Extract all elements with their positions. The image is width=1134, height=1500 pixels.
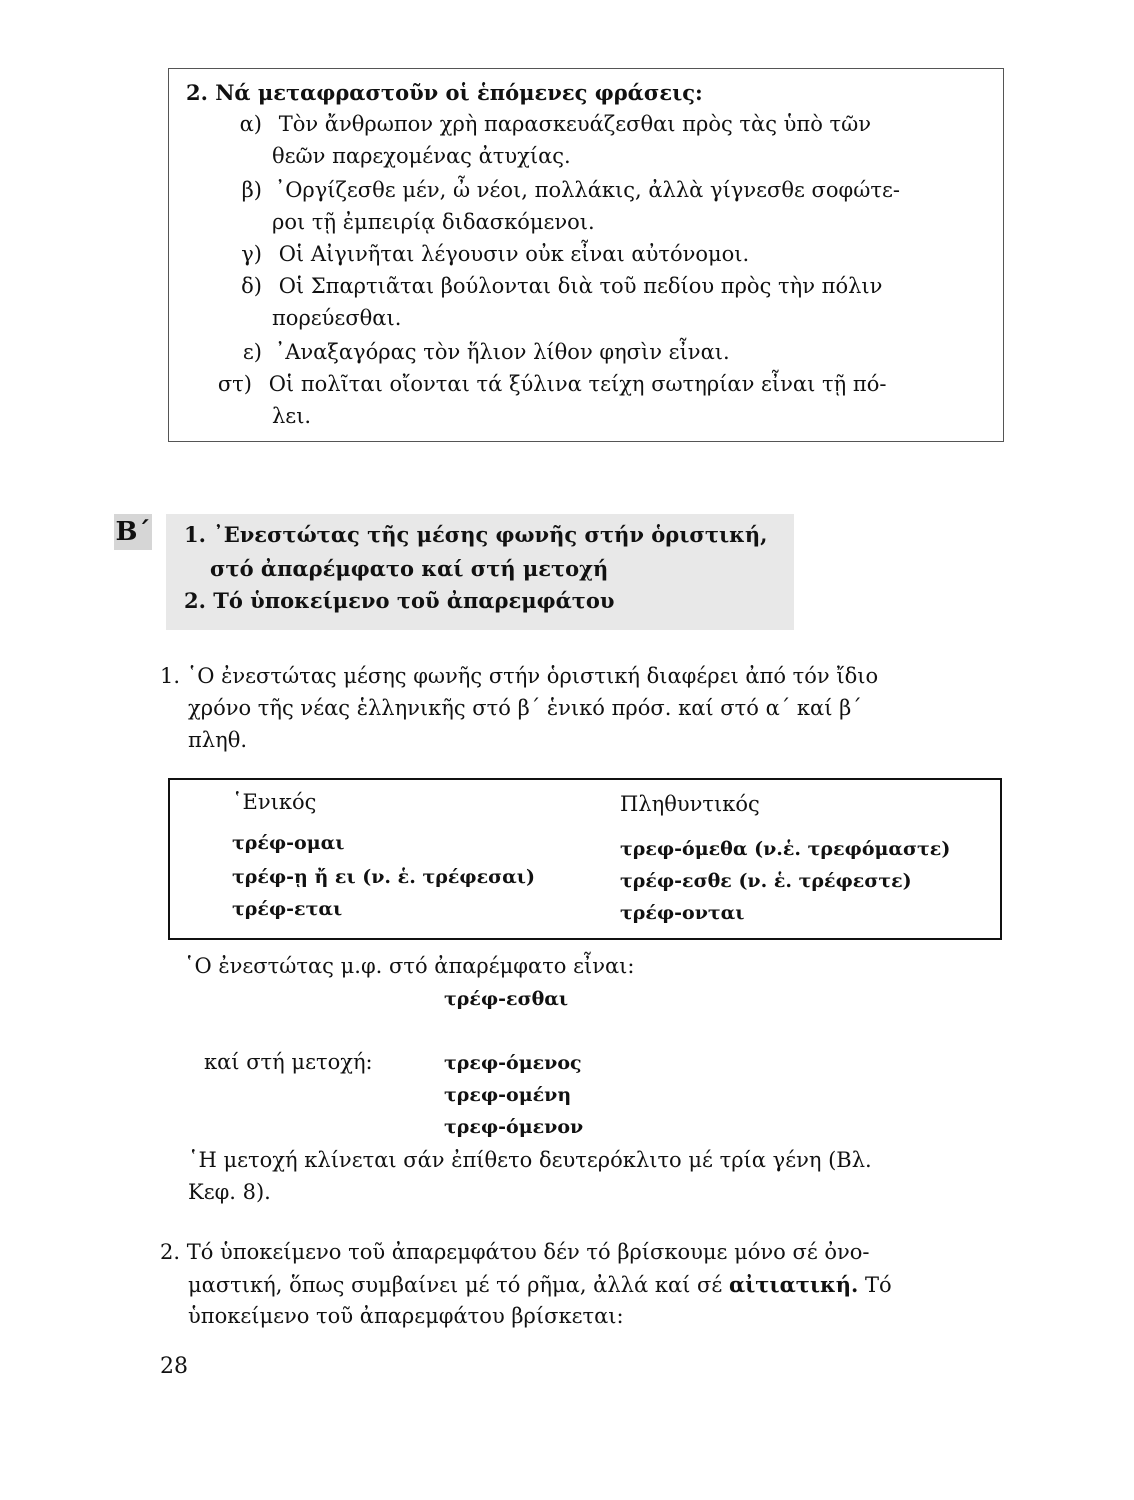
singular-header: ῾Ενικός xyxy=(232,790,317,814)
participle-label: καί στή μετοχή: xyxy=(204,1050,373,1074)
para2-line-1: 2. Τό ὑποκείμενο τοῦ ἀπαρεμφάτου δέν τό βρίσκουμε μόνο σέ ὀνο- xyxy=(160,1240,870,1264)
keyword-accusative: αἰτιατική. xyxy=(728,1272,859,1297)
participle-note-line-2: Κεφ. 8). xyxy=(188,1180,271,1204)
singular-form-3: τρέφ-εται xyxy=(232,898,343,920)
exercise-title: 2. Νά μεταφραστοῦν οἱ ἑπόμενες φράσεις: xyxy=(186,80,703,105)
exercise-item-f: στ) Οἱ πολῖται οἴονται τά ξύλινα τείχη σωτηρίαν εἶναι τῇ πό- xyxy=(217,372,887,396)
section-header-line-2: στό ἀπαρέμφατο καί στή μετοχή xyxy=(210,556,609,581)
participle-masculine: τρεφ-όμενος xyxy=(444,1052,582,1074)
plural-form-1: τρεφ-όμεθα (ν.ἑ. τρεφόμαστε) xyxy=(620,838,951,860)
plural-form-2: τρέφ-εσθε (ν. ἑ. τρέφεστε) xyxy=(620,870,912,892)
para2-line-3: ὑποκείμενο τοῦ ἀπαρεμφάτου βρίσκεται: xyxy=(188,1304,624,1328)
singular-form-2: τρέφ-ῃ ἤ ει (ν. ἑ. τρέφεσαι) xyxy=(232,866,535,888)
plural-form-3: τρέφ-ονται xyxy=(620,902,745,924)
infinitive-form: τρέφ-εσθαι xyxy=(444,988,569,1010)
para1-line-1: 1. ῾Ο ἐνεστώτας μέσης φωνῆς στήν ὁριστική διαφέρει ἀπό τόν ἴδιο xyxy=(160,664,879,688)
exercise-item-a: α) Τὸν ἄνθρωπον χρὴ παρασκευάζεσθαι πρὸς τὰς ὑπὸ τῶν xyxy=(239,112,872,136)
participle-feminine: τρεφ-ομένη xyxy=(444,1084,572,1106)
exercise-item-a-cont: θεῶν παρεχομένας ἀτυχίας. xyxy=(272,144,571,168)
singular-form-1: τρέφ-ομαι xyxy=(232,832,345,854)
exercise-item-f-cont: λει. xyxy=(272,404,312,428)
para1-line-3: πληθ. xyxy=(188,728,248,752)
exercise-item-b: β) ᾿Οργίζεσθε μέν, ὦ νέοι, πολλάκις, ἀλλὰ γίγνεσθε σοφώτε- xyxy=(241,178,900,202)
page-number: 28 xyxy=(160,1354,188,1379)
participle-neuter: τρεφ-όμενον xyxy=(444,1116,584,1138)
section-header-line-1: 1. ᾿Ενεστώτας τῆς μέσης φωνῆς στήν ὁριστική, xyxy=(184,522,768,547)
section-header-line-3: 2. Τό ὑποκείμενο τοῦ ἀπαρεμφάτου xyxy=(184,588,615,613)
para1-line-2: χρόνο τῆς νέας ἑλληνικῆς στό β΄ ἑνικό πρόσ. καί στό α΄ καί β΄ xyxy=(188,696,862,720)
para2-line-2: μαστική, ὅπως συμβαίνει μέ τό ρῆμα, ἀλλά καί σέ αἰτιατική. Τό xyxy=(188,1272,892,1297)
plural-header: Πληθυντικός xyxy=(620,792,760,816)
exercise-item-d-cont: πορεύεσθαι. xyxy=(272,306,402,330)
participle-note-line-1: ῾Η μετοχή κλίνεται σάν ἐπίθετο δευτερόκλιτο μέ τρία γένη (Βλ. xyxy=(188,1148,872,1172)
exercise-item-d: δ) Οἱ Σπαρτιᾶται βούλονται διὰ τοῦ πεδίου πρὸς τὴν πόλιν xyxy=(241,274,883,298)
exercise-item-c: γ) Οἱ Αἰγινῆται λέγουσιν οὐκ εἶναι αὐτόνομοι. xyxy=(241,242,750,266)
infinitive-text: ῾Ο ἐνεστώτας μ.φ. στό ἀπαρέμφατο εἶναι: xyxy=(184,954,635,978)
section-letter: Β΄ xyxy=(114,514,152,550)
exercise-item-b-cont: ροι τῇ ἐμπειρίᾳ διδασκόμενοι. xyxy=(272,210,595,234)
exercise-item-e: ε) ᾿Αναξαγόρας τὸν ἥλιον λίθον φησὶν εἶναι. xyxy=(242,340,730,364)
